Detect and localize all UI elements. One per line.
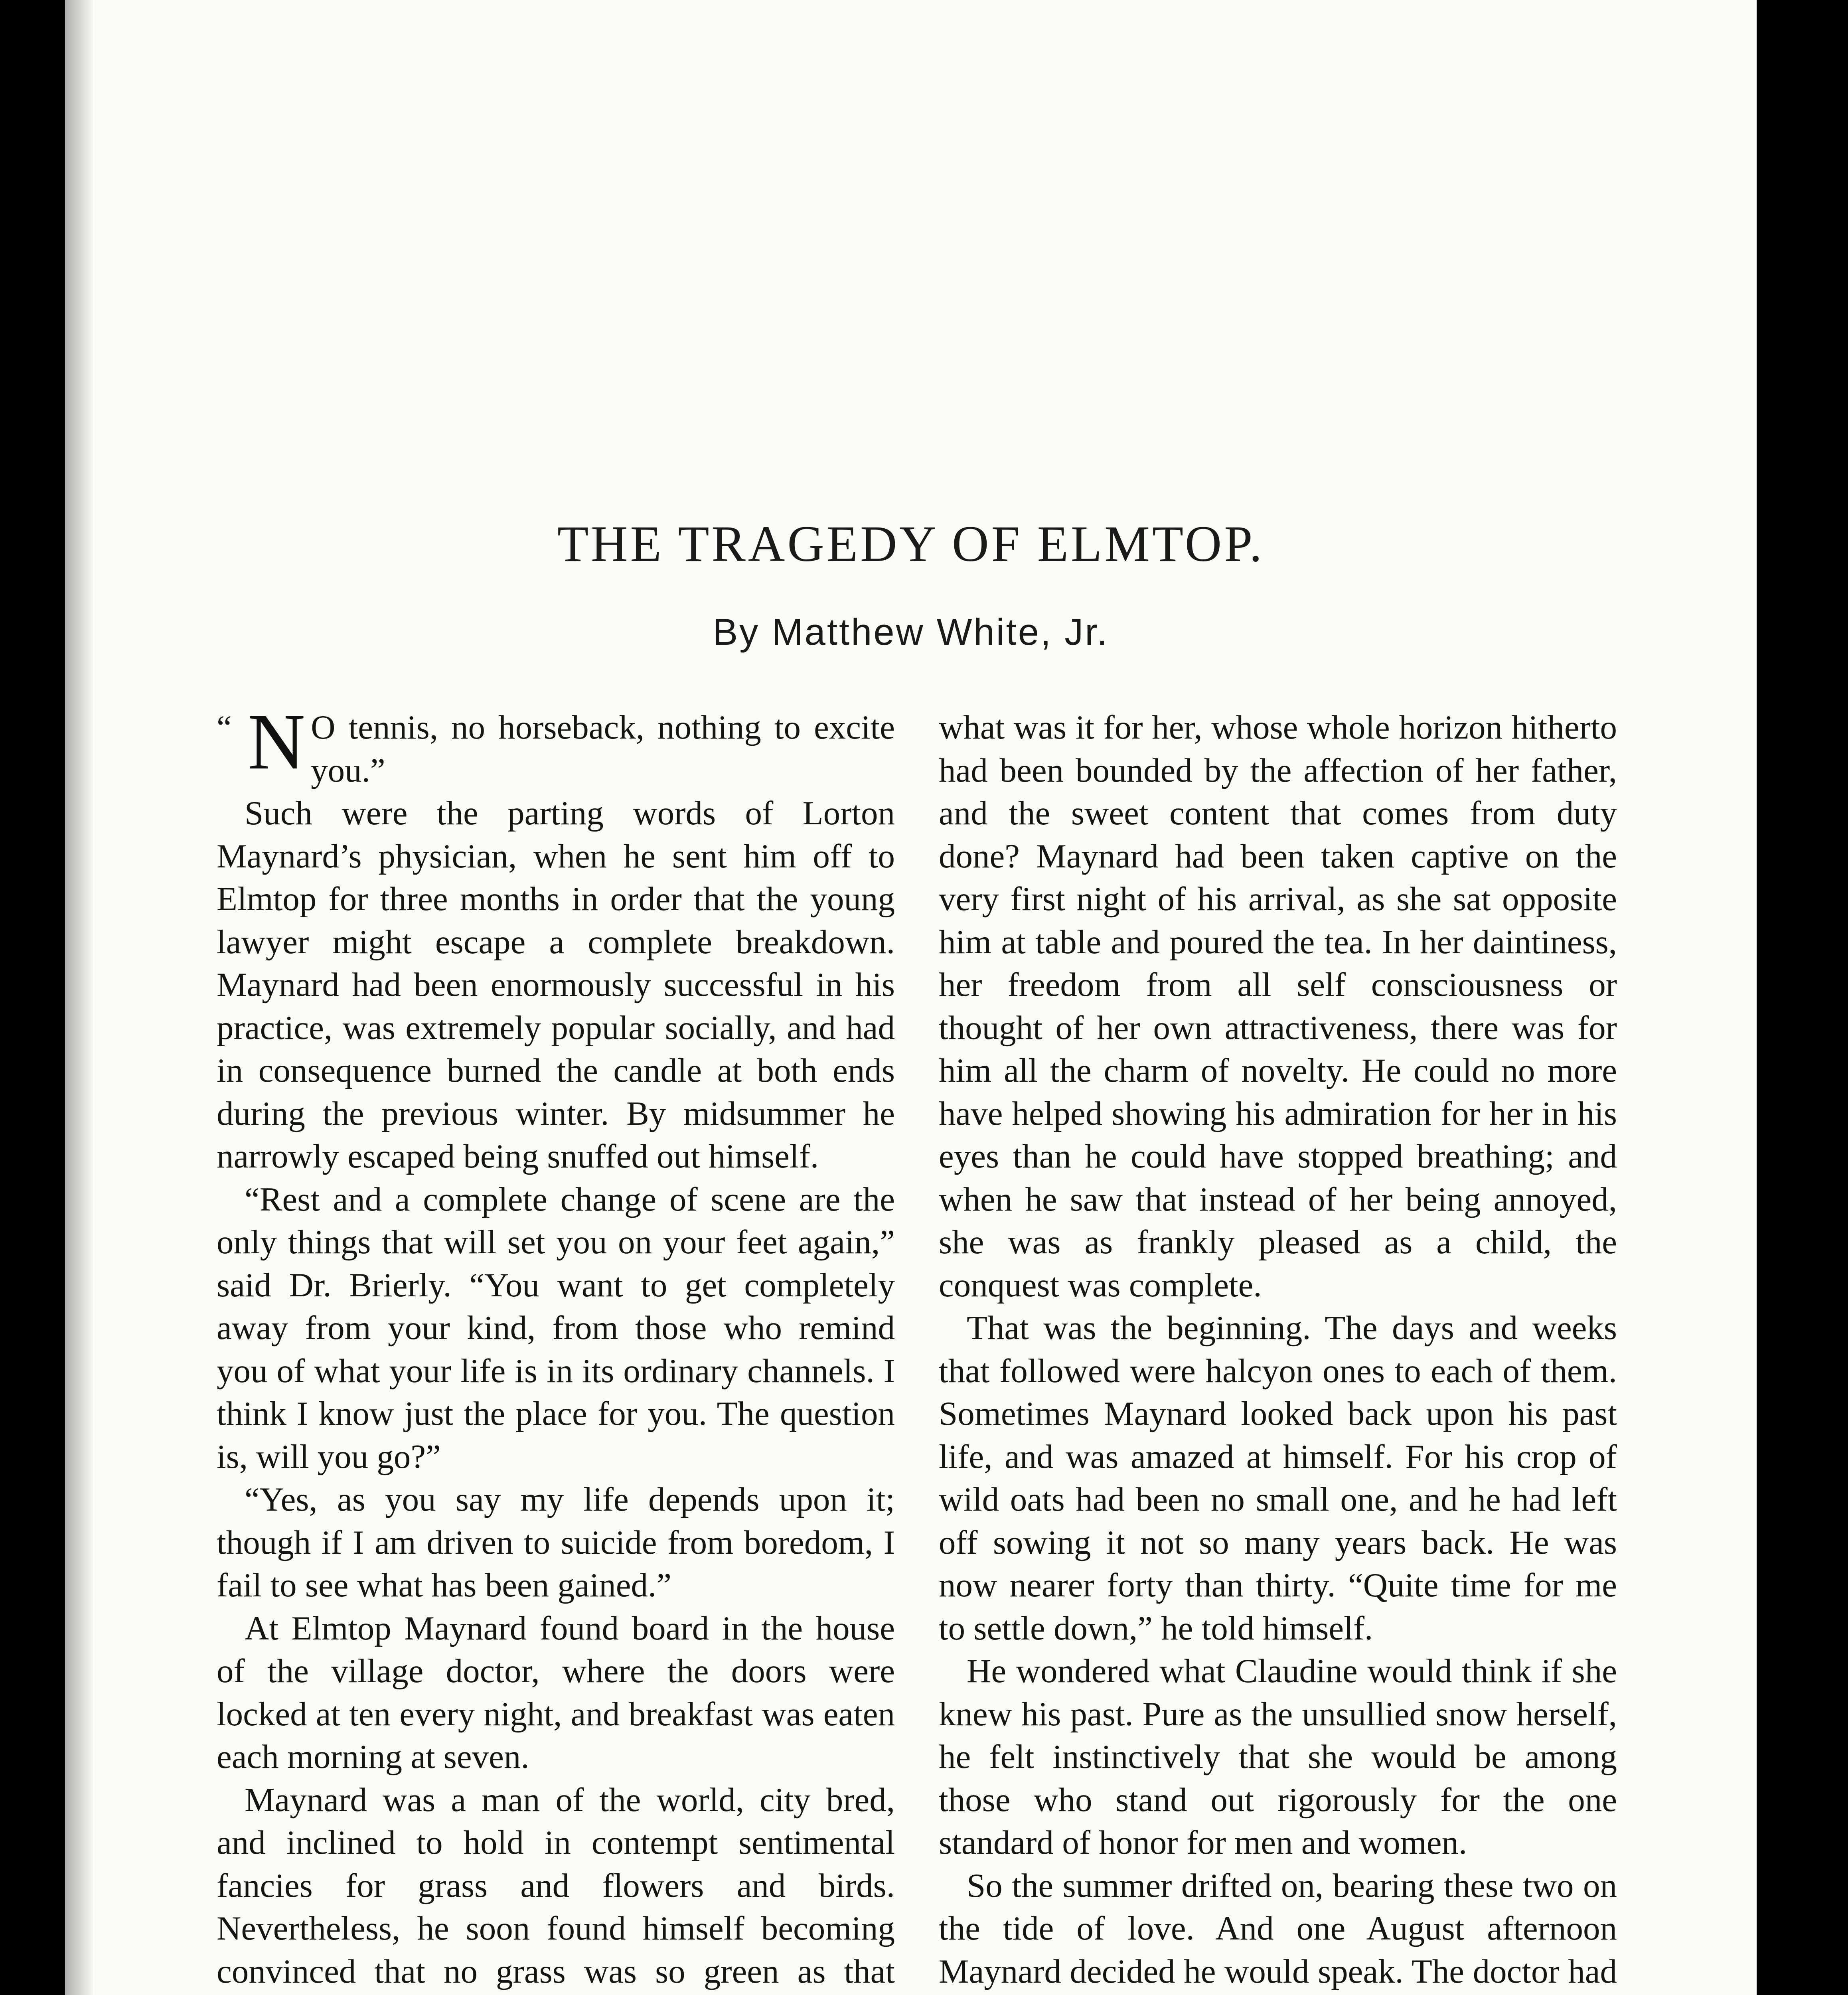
paragraph: Maynard was a man of the world, city bred, and inclined to hold in contempt sentimental fancies for grass and flowers and birds. Nevertheless, he soon found himself becoming convinced that no grass was so green as that: [217, 1781, 895, 1990]
magazine-page: [65, 0, 1757, 1995]
paragraph-text: O tennis, no horseback, nothing to excite you.”: [311, 709, 895, 789]
page-gutter-shadow: [65, 0, 93, 1995]
paragraph: So the summer drifted on, bearing these two on the tide of love. And one August afternoon Maynard decided he would speak. The doctor had: [939, 1867, 1617, 1990]
opening-quote-mark: “: [217, 709, 232, 746]
opening-paragraph: [217, 698, 895, 792]
article-byline: By Matthew White, Jr.: [713, 611, 1109, 653]
paragraph: Such were the parting words of Lorton Maynard’s physician, when he sent him off to Elmtop for three months in order that the young lawyer might escape a complete breakdown. Maynard had been enormously successful in his practice, was extremely popular socially, and had in consequence burned the candle at both ends during the previous winter. By midsummer he narrowly escaped being snuffed out himself.: [217, 794, 895, 1175]
paragraph: “Yes, as you say my life depends upon it; though if I am driven to suicide from boredom, I fail to see what has been gained.”: [217, 1481, 895, 1604]
right-column: [939, 706, 1617, 1995]
paragraph: He wondered what Claudine would think if she knew his past. Pure as the unsullied snow herself, he felt instinctively that she would be among those who stand out rigorously for the one standard of honor for men and women.: [939, 1652, 1617, 1861]
article-title: THE TRAGEDY OF ELMTOP.: [557, 516, 1265, 572]
drop-cap: N: [247, 698, 306, 786]
paragraph: what was it for her, whose whole horizon hitherto had been bounded by the affection of her father, and the sweet content that comes from duty done? Maynard had been taken captive on the very first night of his arrival, as she sat opposite him at table and poured the tea. In her daintiness, her freedom from all self consciousness or thought of her own attractiveness, there was for him all the charm of novelty. He could no more have helped showing his admiration for her in his eyes than he could have stopped breathing; and when he saw that instead of her being annoyed, she was as frankly pleased as a child, the conquest was complete.: [939, 709, 1617, 1304]
paragraph: “Rest and a complete change of scene are the only things that will set you on your feet again,” said Dr. Brierly. “You want to get completely away from your kind, from those who remind you of what your life is in its ordinary channels. I think I know just the place for you. The question is, will you go?”: [217, 1180, 895, 1476]
paragraph: That was the beginning. The days and weeks that followed were halcyon ones to each of them. Sometimes Maynard looked back upon his past life, and was amazed at himself. For his crop of wild oats had been no small one, and he had left off sowing it not so many years back. He was now nearer forty than thirty. “Quite time for me to settle down,” he told himself.: [939, 1309, 1617, 1647]
paragraph: At Elmtop Maynard found board in the house of the village doctor, where the doors were locked at ten every night, and breakfast was eaten each morning at seven.: [217, 1609, 895, 1776]
left-column: [217, 698, 895, 1995]
